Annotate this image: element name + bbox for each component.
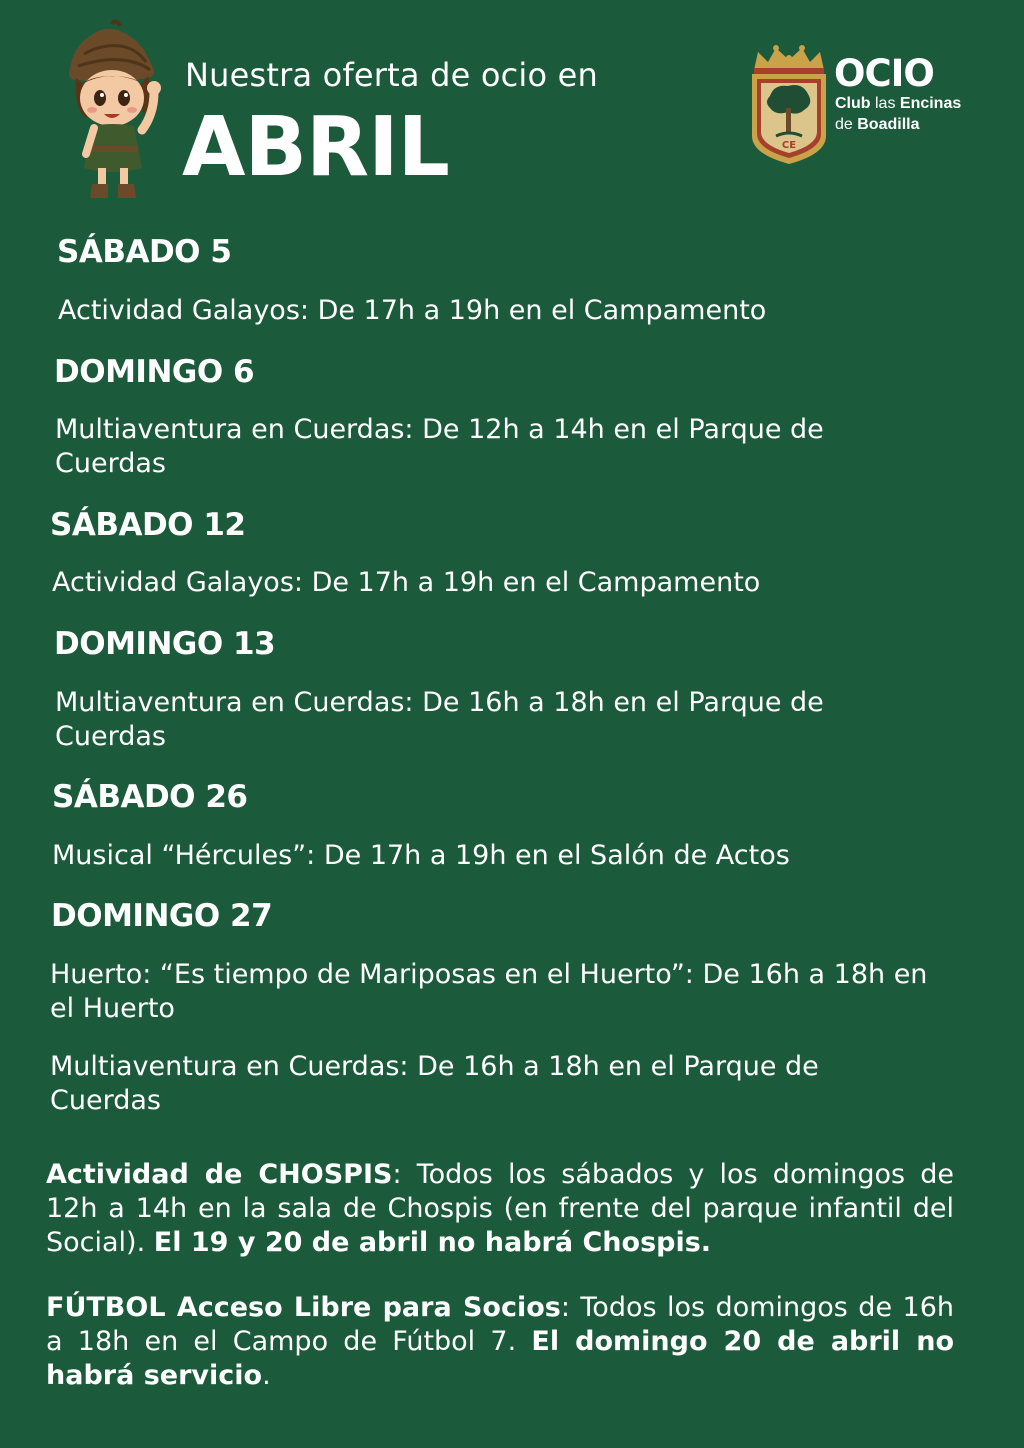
- day-heading-sabado-12: SÁBADO 12: [50, 507, 246, 543]
- activity-item: Actividad Galayos: De 17h a 19h en el Campamento: [58, 295, 767, 326]
- header-subtitle: Nuestra oferta de ocio en: [185, 56, 599, 94]
- logo-club-name-line1: [835, 94, 961, 114]
- activity-item: Huerto: “Es tiempo de Mariposas en el Huerto”: De 16h a 18h en el Huerto: [50, 959, 928, 1024]
- activity-item: Multiaventura en Cuerdas: De 16h a 18h en el Parque de Cuerdas: [50, 1051, 819, 1116]
- forest-ranger-mascot-icon: [62, 18, 166, 202]
- futbol-text: : Todos los domingos de 16h a 18h en el Campo de Fútbol 7.: [46, 1292, 954, 1357]
- day-heading-sabado-5: SÁBADO 5: [57, 234, 232, 270]
- day-heading-domingo-6: DOMINGO 6: [54, 354, 255, 390]
- activity-item: Multiaventura en Cuerdas: De 16h a 18h en el Parque de Cuerdas: [55, 687, 824, 752]
- logo-wordmark: OCIO: [834, 52, 934, 95]
- crest-with-crown-and-tree-icon: [748, 44, 830, 166]
- day-heading-domingo-27: DOMINGO 27: [51, 898, 273, 934]
- chospis-title: Actividad de CHOSPIS: [46, 1159, 393, 1190]
- futbol-end: .: [262, 1360, 271, 1391]
- chospis-note: [46, 1158, 954, 1260]
- logo-club-label: Club: [835, 95, 871, 112]
- logo-de-label: de: [835, 116, 858, 133]
- logo-encinas-label: Encinas: [899, 95, 962, 112]
- logo-club-name-line2: [835, 115, 919, 135]
- activity-item: Multiaventura en Cuerdas: De 12h a 14h en el Parque de Cuerdas: [55, 414, 824, 479]
- svg-text:CE: CE: [781, 140, 797, 151]
- activity-item: Actividad Galayos: De 17h a 19h en el Campamento: [52, 567, 761, 598]
- futbol-warning: El domingo 20 de abril no habrá servicio: [46, 1326, 954, 1391]
- day-heading-sabado-26: SÁBADO 26: [52, 779, 248, 815]
- futbol-title: FÚTBOL Acceso Libre para Socios: [46, 1292, 561, 1323]
- chospis-text: : Todos los sábados y los domingos de 12h a 14h en la sala de Chospis (en frente del parque infantil del Social).: [46, 1159, 954, 1258]
- day-heading-domingo-13: DOMINGO 13: [54, 626, 276, 662]
- logo-boadilla-label: Boadilla: [857, 116, 920, 133]
- page-title: ABRIL: [182, 100, 449, 195]
- futbol-note: [46, 1291, 954, 1393]
- logo-las-label: las: [870, 95, 900, 112]
- activity-item: Musical “Hércules”: De 17h a 19h en el Salón de Actos: [52, 840, 790, 871]
- chospis-warning: El 19 y 20 de abril no habrá Chospis.: [153, 1227, 712, 1258]
